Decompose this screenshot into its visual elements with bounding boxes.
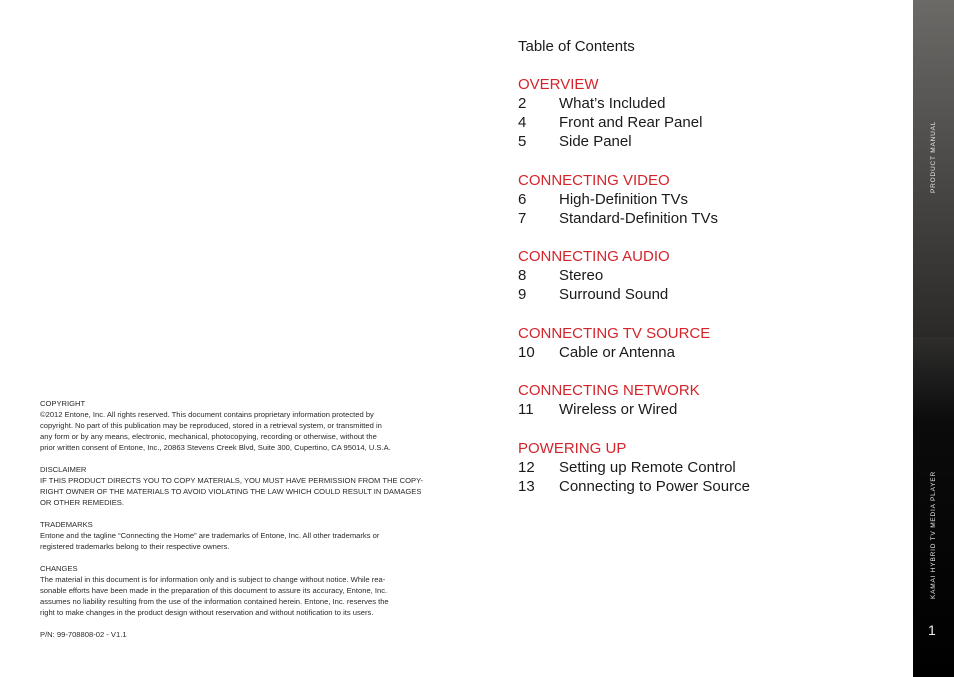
toc-page-number: 9 — [518, 286, 527, 303]
toc-section-title: CONNECTING AUDIO — [518, 248, 670, 265]
toc-section-overview — [518, 75, 898, 151]
changes-line: The material in this document is for information only and is subject to change without notice. While rea- — [40, 575, 386, 584]
toc-entry — [518, 400, 898, 419]
copyright-line: prior written consent of Entone, Inc., 20863 Stevens Creek Blvd, Suite 300, Cupertino, CA 95014, U.S.A. — [40, 443, 391, 452]
toc-entry — [518, 94, 898, 113]
toc-entry — [518, 266, 898, 285]
disclaimer-line: RIGHT OWNER OF THE MATERIALS TO AVOID VIOLATING THE LAW WHICH COULD RESULT IN DAMAGES — [40, 487, 422, 496]
part-number: P/N: 99-708808-02 - V1.1 — [40, 630, 127, 639]
toc-entry-label: Wireless or Wired — [559, 401, 678, 418]
toc-page-number: 2 — [518, 95, 527, 112]
sidebar-product-name-label: KAMAI HYBRID TV MEDIA PLAYER — [930, 471, 937, 599]
copyright-heading: COPYRIGHT — [40, 399, 86, 408]
changes-heading: CHANGES — [40, 564, 78, 573]
toc-section-title: POWERING UP — [518, 439, 627, 457]
copyright-section — [40, 398, 440, 453]
trademarks-line: Entone and the tagline “Connecting the Home” are trademarks of Entone, Inc. All other trademarks or — [40, 531, 380, 540]
toc-section-connecting-audio — [518, 247, 898, 304]
copyright-line: ©2012 Entone, Inc. All rights reserved. This document contains proprietary information protected by — [40, 410, 374, 419]
sidebar-product-manual-label: PRODUCT MANUAL — [930, 120, 937, 193]
toc-section-powering-up — [518, 439, 898, 496]
trademarks-line: registered trademarks belong to their respective owners. — [40, 542, 230, 551]
toc-entry-label: Connecting to Power Source — [559, 477, 750, 495]
changes-line: right to make changes in the product design without reservation and without notification to its users. — [40, 608, 374, 617]
copyright-line: any form or by any means, electronic, mechanical, photocopying, recording or otherwise, without the — [40, 432, 377, 441]
toc-page-number: 8 — [518, 267, 527, 284]
changes-section — [40, 563, 440, 618]
toc-entry-label: Front and Rear Panel — [559, 114, 703, 131]
toc-entry-label: What’s Included — [559, 95, 666, 112]
toc-entry — [518, 343, 898, 362]
toc-page-number: 10 — [518, 343, 535, 361]
toc-entry-label: High-Definition TVs — [559, 190, 688, 208]
toc-entry — [518, 209, 898, 228]
toc-entry — [518, 285, 898, 304]
toc-page-number: 13 — [518, 477, 535, 495]
toc-entry — [518, 458, 898, 477]
changes-line: assumes no liability resulting from the use of the information contained herein. Entone, Inc. reserves the — [40, 597, 389, 606]
toc-section-connecting-video — [518, 171, 898, 228]
trademarks-section — [40, 519, 440, 552]
toc-title: Table of Contents — [518, 38, 635, 55]
toc-section-title: OVERVIEW — [518, 76, 599, 93]
toc-entry-label: Cable or Antenna — [559, 343, 675, 361]
toc-page-number: 7 — [518, 209, 527, 227]
toc-entry — [518, 132, 898, 151]
copyright-line: copyright. No part of this publication may be reproduced, stored in a retrieval system, or transmitted in — [40, 421, 382, 430]
table-of-contents — [518, 37, 898, 515]
toc-section-title: CONNECTING NETWORK — [518, 382, 700, 399]
toc-entry-label: Surround Sound — [559, 286, 669, 303]
toc-entry-label: Setting up Remote Control — [559, 458, 736, 476]
disclaimer-section — [40, 464, 440, 508]
toc-section-connecting-tv-source — [518, 324, 898, 362]
changes-line: sonable efforts have been made in the preparation of this document to assure its accuracy, Entone, Inc. — [40, 586, 388, 595]
page-number: 1 — [928, 622, 936, 638]
toc-entry — [518, 190, 898, 209]
toc-section-title: CONNECTING VIDEO — [518, 171, 670, 189]
disclaimer-line: IF THIS PRODUCT DIRECTS YOU TO COPY MATERIALS, YOU MUST HAVE PERMISSION FROM THE COPY- — [40, 476, 423, 485]
toc-entry-label: Standard-Definition TVs — [559, 209, 718, 227]
trademarks-heading: TRADEMARKS — [40, 520, 93, 529]
disclaimer-line: OR OTHER REMEDIES. — [40, 498, 124, 507]
toc-section-title: CONNECTING TV SOURCE — [518, 324, 711, 342]
toc-page-number: 4 — [518, 114, 527, 131]
toc-section-connecting-network — [518, 381, 898, 419]
toc-page-number: 11 — [518, 401, 534, 418]
toc-entry — [518, 477, 898, 496]
toc-entry-label: Side Panel — [559, 133, 632, 150]
toc-page-number: 6 — [518, 190, 527, 208]
toc-entry-label: Stereo — [559, 267, 604, 284]
toc-entry — [518, 113, 898, 132]
toc-page-number: 12 — [518, 458, 535, 476]
legal-notice — [40, 398, 440, 640]
toc-page-number: 5 — [518, 133, 527, 150]
disclaimer-heading: DISCLAIMER — [40, 465, 87, 474]
